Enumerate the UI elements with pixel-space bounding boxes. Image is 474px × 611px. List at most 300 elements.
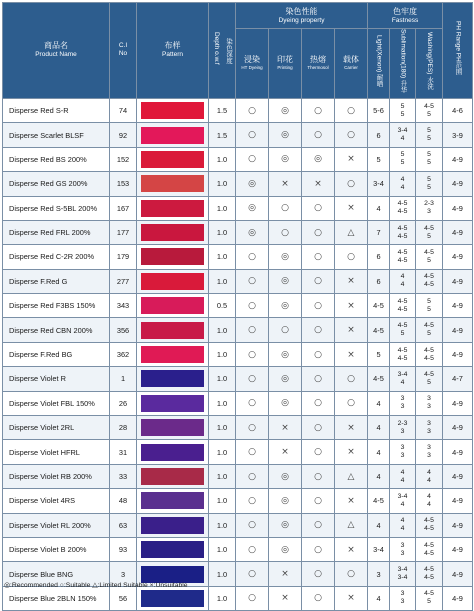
ci-number-cell: 28 [110, 416, 137, 440]
table-row [3, 586, 473, 610]
carrier-cell: × [335, 489, 368, 513]
thermosol-header: 热熔 Thermosol [302, 29, 335, 99]
fabric-color-swatch [141, 468, 204, 485]
ph-range-cell: 4-9 [443, 147, 473, 171]
ht-dyeing-cell: ○ [236, 562, 269, 586]
printing-cell: ◎ [269, 269, 302, 293]
ci-number-cell: 356 [110, 318, 137, 342]
printing-cell: ◎ [269, 98, 302, 122]
ci-number-cell: 92 [110, 123, 137, 147]
ht-dyeing-cell: ○ [236, 391, 269, 415]
ci-number-cell: 26 [110, 391, 137, 415]
pattern-swatch-cell [137, 318, 209, 342]
light-fastness-cell: 6 [368, 269, 390, 293]
sublimation-fastness-cell: 3 3 [390, 391, 416, 415]
pattern-swatch-cell [137, 586, 209, 610]
depth-cell: 1.0 [209, 367, 236, 391]
printing-cell: ◎ [269, 294, 302, 318]
table-row [3, 220, 473, 244]
depth-cell: 1.0 [209, 269, 236, 293]
ci-number-cell: 179 [110, 245, 137, 269]
washing-fastness-cell: 4-5 4-5 [416, 269, 443, 293]
fabric-color-swatch [141, 419, 204, 436]
ht-dyeing-cell: ○ [236, 489, 269, 513]
ph-range-cell: 4-9 [443, 391, 473, 415]
product-name-cell: Disperse Red GS 200% [3, 172, 110, 196]
depth-cell: 1.0 [209, 220, 236, 244]
ci-number-cell: 1 [110, 367, 137, 391]
washing-fastness-cell: 3 3 [416, 440, 443, 464]
depth-cell: 1.0 [209, 416, 236, 440]
thermosol-cell: ○ [302, 342, 335, 366]
ph-range-cell: 4-9 [443, 318, 473, 342]
light-fastness-cell: 6 [368, 123, 390, 147]
light-fastness-cell: 3-4 [368, 537, 390, 561]
pattern-swatch-cell [137, 342, 209, 366]
sublimation-fastness-cell: 4 4 [390, 172, 416, 196]
pattern-swatch-cell [137, 513, 209, 537]
depth-cell: 1.0 [209, 147, 236, 171]
light-fastness-cell: 4 [368, 416, 390, 440]
light-fastness-cell: 4 [368, 196, 390, 220]
washing-fastness-cell: 5 5 [416, 294, 443, 318]
ph-range-cell: 4-9 [443, 464, 473, 488]
product-name-cell: Disperse Red S-5BL 200% [3, 196, 110, 220]
fabric-color-swatch [141, 566, 204, 583]
product-name-cell: Disperse Red S-R [3, 98, 110, 122]
sublimation-fastness-header: Sublimation(180) 升华 [390, 29, 416, 99]
pattern-swatch-cell [137, 367, 209, 391]
table-row [3, 318, 473, 342]
depth-cell: 1.0 [209, 318, 236, 342]
printing-cell: ◎ [269, 147, 302, 171]
printing-cell: ○ [269, 196, 302, 220]
ci-number-cell: 31 [110, 440, 137, 464]
thermosol-cell: ○ [302, 537, 335, 561]
ph-range-cell: 4-7 [443, 367, 473, 391]
fabric-color-swatch [141, 492, 204, 509]
carrier-cell: ○ [335, 98, 368, 122]
ci-number-header: C.I No [110, 3, 137, 99]
depth-cell: 1.0 [209, 391, 236, 415]
sublimation-fastness-cell: 4 4 [390, 513, 416, 537]
pattern-swatch-cell [137, 269, 209, 293]
symbol-legend: ◎:Recommended ○:Suitable △:Limited Suitable ×:Unsuitable [4, 582, 188, 589]
table-row [3, 464, 473, 488]
ph-range-cell: 4-9 [443, 562, 473, 586]
table-row [3, 245, 473, 269]
product-name-cell: Disperse Violet HFRL [3, 440, 110, 464]
sublimation-fastness-cell: 4-5 5 [390, 318, 416, 342]
table-row [3, 391, 473, 415]
fabric-color-swatch [141, 102, 204, 119]
carrier-cell: × [335, 342, 368, 366]
pattern-swatch-cell [137, 172, 209, 196]
printing-cell: ◎ [269, 391, 302, 415]
product-name-cell: Disperse Red BS 200% [3, 147, 110, 171]
product-name-cell: Disperse Violet R [3, 367, 110, 391]
ci-number-cell: 167 [110, 196, 137, 220]
sublimation-fastness-cell: 3-4 4 [390, 123, 416, 147]
pattern-header: 布样 Pattern [137, 3, 209, 99]
pattern-swatch-cell [137, 416, 209, 440]
thermosol-cell: ○ [302, 489, 335, 513]
ph-range-cell: 4-9 [443, 245, 473, 269]
sublimation-fastness-cell: 3-4 4 [390, 367, 416, 391]
depth-cell: 1.0 [209, 464, 236, 488]
light-fastness-cell: 4-5 [368, 318, 390, 342]
product-name-header: 商品名 Product Name [3, 3, 110, 99]
pattern-swatch-cell [137, 196, 209, 220]
depth-cell: 1.0 [209, 562, 236, 586]
ht-dyeing-cell: ○ [236, 537, 269, 561]
carrier-header: 载体 Carrier [335, 29, 368, 99]
depth-cell: 1.0 [209, 196, 236, 220]
sublimation-fastness-cell: 4-5 4-5 [390, 196, 416, 220]
ci-number-cell: 152 [110, 147, 137, 171]
ht-dyeing-cell: ○ [236, 318, 269, 342]
ht-dyeing-cell: ○ [236, 245, 269, 269]
sublimation-fastness-cell: 3-4 4 [390, 489, 416, 513]
light-fastness-cell: 7 [368, 220, 390, 244]
pattern-swatch-cell [137, 220, 209, 244]
carrier-cell: × [335, 440, 368, 464]
washing-fastness-cell: 5 5 [416, 172, 443, 196]
product-name-cell: Disperse F.Red G [3, 269, 110, 293]
washing-fastness-cell: 5 5 [416, 147, 443, 171]
printing-cell: × [269, 586, 302, 610]
product-name-cell: Disperse Scarlet BLSF [3, 123, 110, 147]
sublimation-fastness-cell: 4-5 4-5 [390, 342, 416, 366]
light-fastness-cell: 4-5 [368, 489, 390, 513]
table-row [3, 537, 473, 561]
ci-number-cell: 63 [110, 513, 137, 537]
printing-cell: ◎ [269, 489, 302, 513]
sublimation-fastness-cell: 5 5 [390, 98, 416, 122]
printing-cell: × [269, 416, 302, 440]
ci-number-cell: 48 [110, 489, 137, 513]
printing-cell: ◎ [269, 367, 302, 391]
ci-number-cell: 177 [110, 220, 137, 244]
washing-fastness-cell: 4-5 5 [416, 318, 443, 342]
sublimation-fastness-cell: 4-5 4-5 [390, 294, 416, 318]
sublimation-fastness-cell: 4-5 4-5 [390, 245, 416, 269]
ph-range-cell: 4-9 [443, 342, 473, 366]
ht-dyeing-cell: ○ [236, 123, 269, 147]
fabric-color-swatch [141, 297, 204, 314]
sublimation-fastness-cell: 3 3 [390, 586, 416, 610]
thermosol-cell: ○ [302, 220, 335, 244]
thermosol-cell: ○ [302, 391, 335, 415]
ci-number-cell: 56 [110, 586, 137, 610]
table-row [3, 489, 473, 513]
light-fastness-cell: 5-6 [368, 98, 390, 122]
thermosol-cell: ○ [302, 196, 335, 220]
depth-cell: 1.0 [209, 537, 236, 561]
ph-range-cell: 3-9 [443, 123, 473, 147]
product-name-cell: Disperse Red C-2R 200% [3, 245, 110, 269]
washing-fastness-cell: 4-5 4-5 [416, 513, 443, 537]
printing-cell: ◎ [269, 537, 302, 561]
light-fastness-header: Light(Xenon) 耐晒 [368, 29, 390, 99]
thermosol-cell: ○ [302, 416, 335, 440]
fabric-color-swatch [141, 370, 204, 387]
ph-range-header: PH Range PH范围 [443, 3, 473, 99]
depth-cell: 1.0 [209, 586, 236, 610]
carrier-cell: × [335, 147, 368, 171]
printing-cell: ◎ [269, 342, 302, 366]
carrier-cell: ○ [335, 562, 368, 586]
depth-cell: 1.5 [209, 123, 236, 147]
depth-cell: 1.0 [209, 513, 236, 537]
thermosol-cell: ○ [302, 562, 335, 586]
depth-header: Depth o.w.f 染色深度 [209, 3, 236, 99]
product-name-cell: Disperse Red F3BS 150% [3, 294, 110, 318]
sublimation-fastness-cell: 2-3 3 [390, 416, 416, 440]
light-fastness-cell: 5 [368, 342, 390, 366]
printing-cell: ◎ [269, 123, 302, 147]
ht-dyeing-cell: ○ [236, 464, 269, 488]
product-name-cell: Disperse Violet RL 200% [3, 513, 110, 537]
ht-dyeing-cell: ◎ [236, 172, 269, 196]
fabric-color-swatch [141, 224, 204, 241]
carrier-cell: × [335, 196, 368, 220]
product-name-cell: Disperse F.Red BG [3, 342, 110, 366]
ci-number-cell: 93 [110, 537, 137, 561]
ph-range-cell: 4-9 [443, 489, 473, 513]
table-row [3, 294, 473, 318]
ph-range-cell: 4-6 [443, 98, 473, 122]
light-fastness-cell: 4 [368, 464, 390, 488]
product-name-cell: Disperse Violet FBL 150% [3, 391, 110, 415]
ph-range-cell: 4-9 [443, 513, 473, 537]
pattern-swatch-cell [137, 294, 209, 318]
product-name-cell: Disperse Violet 2RL [3, 416, 110, 440]
ht-dyeing-cell: ○ [236, 586, 269, 610]
ph-range-cell: 4-9 [443, 269, 473, 293]
product-name-cell: Disperse Blue BNG [3, 562, 110, 586]
thermosol-cell: ○ [302, 513, 335, 537]
dye-properties-sheet [2, 2, 472, 611]
depth-cell: 1.0 [209, 172, 236, 196]
depth-cell: 1.0 [209, 245, 236, 269]
washing-fastness-cell: 4 4 [416, 489, 443, 513]
product-name-cell: Disperse Violet 4RS [3, 489, 110, 513]
thermosol-cell: ○ [302, 245, 335, 269]
sublimation-fastness-cell: 4 4 [390, 269, 416, 293]
fabric-color-swatch [141, 127, 204, 144]
ht-dyeing-cell: ○ [236, 342, 269, 366]
product-name-cell: Disperse Red CBN 200% [3, 318, 110, 342]
sublimation-fastness-cell: 4 4 [390, 464, 416, 488]
light-fastness-cell: 3-4 [368, 172, 390, 196]
carrier-cell: × [335, 537, 368, 561]
table-row [3, 440, 473, 464]
carrier-cell: △ [335, 513, 368, 537]
product-name-cell: Disperse Violet RB 200% [3, 464, 110, 488]
carrier-cell: ○ [335, 367, 368, 391]
ht-dyeing-cell: ○ [236, 147, 269, 171]
pattern-swatch-cell [137, 440, 209, 464]
table-row [3, 269, 473, 293]
light-fastness-cell: 6 [368, 245, 390, 269]
fabric-color-swatch [141, 346, 204, 363]
pattern-swatch-cell [137, 464, 209, 488]
light-fastness-cell: 4 [368, 513, 390, 537]
fabric-color-swatch [141, 322, 204, 339]
ht-dyeing-cell: ○ [236, 513, 269, 537]
fabric-color-swatch [141, 541, 204, 558]
ci-number-cell: 362 [110, 342, 137, 366]
table-row [3, 342, 473, 366]
ht-dyeing-cell: ○ [236, 98, 269, 122]
carrier-cell: × [335, 294, 368, 318]
washing-fastness-cell: 2-3 3 [416, 196, 443, 220]
washing-fastness-cell: 4-5 5 [416, 245, 443, 269]
thermosol-cell: ○ [302, 269, 335, 293]
table-row [3, 513, 473, 537]
ht-dyeing-cell: ○ [236, 416, 269, 440]
sublimation-fastness-cell: 4-5 4-5 [390, 220, 416, 244]
depth-cell: 1.0 [209, 440, 236, 464]
light-fastness-cell: 4 [368, 391, 390, 415]
ph-range-cell: 4-9 [443, 294, 473, 318]
thermosol-cell: × [302, 172, 335, 196]
ht-dyeing-cell: ○ [236, 367, 269, 391]
printing-cell: ◎ [269, 245, 302, 269]
ph-range-cell: 4-9 [443, 172, 473, 196]
pattern-swatch-cell [137, 147, 209, 171]
sublimation-fastness-cell: 3 3 [390, 440, 416, 464]
light-fastness-cell: 4-5 [368, 294, 390, 318]
table-row [3, 147, 473, 171]
carrier-cell: ○ [335, 391, 368, 415]
washing-fastness-header: Washing(PES) 水洗 [416, 29, 443, 99]
printing-cell: × [269, 172, 302, 196]
pattern-swatch-cell [137, 98, 209, 122]
printing-cell: ○ [269, 318, 302, 342]
product-name-cell: Disperse Blue 2BLN 150% [3, 586, 110, 610]
pattern-swatch-cell [137, 245, 209, 269]
ht-dyeing-cell: ○ [236, 269, 269, 293]
light-fastness-cell: 3 [368, 562, 390, 586]
thermosol-cell: ○ [302, 440, 335, 464]
washing-fastness-cell: 3 3 [416, 416, 443, 440]
ht-dyeing-cell: ○ [236, 294, 269, 318]
depth-cell: 1.0 [209, 342, 236, 366]
printing-cell: × [269, 562, 302, 586]
thermosol-cell: ○ [302, 464, 335, 488]
ph-range-cell: 4-9 [443, 196, 473, 220]
carrier-cell: × [335, 586, 368, 610]
carrier-cell: △ [335, 464, 368, 488]
ph-range-cell: 4-9 [443, 220, 473, 244]
printing-cell: ◎ [269, 513, 302, 537]
fabric-color-swatch [141, 590, 204, 607]
carrier-cell: △ [335, 220, 368, 244]
table-row [3, 98, 473, 122]
carrier-cell: × [335, 416, 368, 440]
fabric-color-swatch [141, 444, 204, 461]
carrier-cell: ○ [335, 245, 368, 269]
washing-fastness-cell: 4-5 5 [416, 98, 443, 122]
fabric-color-swatch [141, 395, 204, 412]
pattern-swatch-cell [137, 489, 209, 513]
thermosol-cell: ○ [302, 586, 335, 610]
pattern-swatch-cell [137, 123, 209, 147]
ci-number-cell: 153 [110, 172, 137, 196]
washing-fastness-cell: 4-5 5 [416, 367, 443, 391]
depth-cell: 1.5 [209, 98, 236, 122]
thermosol-cell: ○ [302, 294, 335, 318]
washing-fastness-cell: 4-5 4-5 [416, 537, 443, 561]
ci-number-cell: 343 [110, 294, 137, 318]
fabric-color-swatch [141, 517, 204, 534]
ph-range-cell: 4-9 [443, 537, 473, 561]
light-fastness-cell: 4 [368, 586, 390, 610]
fabric-color-swatch [141, 175, 204, 192]
table-body [3, 98, 473, 610]
ht-dyeing-cell: ◎ [236, 196, 269, 220]
washing-fastness-cell: 5 5 [416, 123, 443, 147]
thermosol-cell: ○ [302, 123, 335, 147]
table-row [3, 123, 473, 147]
washing-fastness-cell: 3 3 [416, 391, 443, 415]
thermosol-cell: ○ [302, 98, 335, 122]
light-fastness-cell: 4-5 [368, 367, 390, 391]
printing-cell: ○ [269, 220, 302, 244]
product-name-cell: Disperse Red FRL 200% [3, 220, 110, 244]
washing-fastness-cell: 4-5 4-5 [416, 562, 443, 586]
ci-number-cell: 33 [110, 464, 137, 488]
printing-cell: × [269, 440, 302, 464]
table-row [3, 367, 473, 391]
depth-cell: 1.0 [209, 489, 236, 513]
ci-number-cell: 3 [110, 562, 137, 586]
fabric-color-swatch [141, 248, 204, 265]
ph-range-cell: 4-9 [443, 416, 473, 440]
fabric-color-swatch [141, 273, 204, 290]
table-row [3, 196, 473, 220]
washing-fastness-cell: 4-5 5 [416, 586, 443, 610]
thermosol-cell: ○ [302, 318, 335, 342]
table-row [3, 172, 473, 196]
dye-properties-table [2, 2, 473, 611]
ci-number-cell: 277 [110, 269, 137, 293]
ht-dyeing-cell: ○ [236, 440, 269, 464]
ci-number-cell: 74 [110, 98, 137, 122]
fabric-color-swatch [141, 151, 204, 168]
sublimation-fastness-cell: 3 3 [390, 537, 416, 561]
light-fastness-cell: 4 [368, 440, 390, 464]
carrier-cell: ○ [335, 123, 368, 147]
light-fastness-cell: 5 [368, 147, 390, 171]
washing-fastness-cell: 4-5 5 [416, 220, 443, 244]
ph-range-cell: 4-9 [443, 586, 473, 610]
table-header [3, 3, 473, 99]
thermosol-cell: ◎ [302, 147, 335, 171]
dyeing-property-header: 染色性能 Dyeing property [236, 3, 368, 29]
washing-fastness-cell: 4 4 [416, 464, 443, 488]
pattern-swatch-cell [137, 391, 209, 415]
washing-fastness-cell: 4-5 4-5 [416, 342, 443, 366]
product-name-cell: Disperse Violet B 200% [3, 537, 110, 561]
fastness-header: 色牢度 Fastness [368, 3, 443, 29]
carrier-cell: × [335, 269, 368, 293]
depth-cell: 0.5 [209, 294, 236, 318]
sublimation-fastness-cell: 5 5 [390, 147, 416, 171]
thermosol-cell: ○ [302, 367, 335, 391]
